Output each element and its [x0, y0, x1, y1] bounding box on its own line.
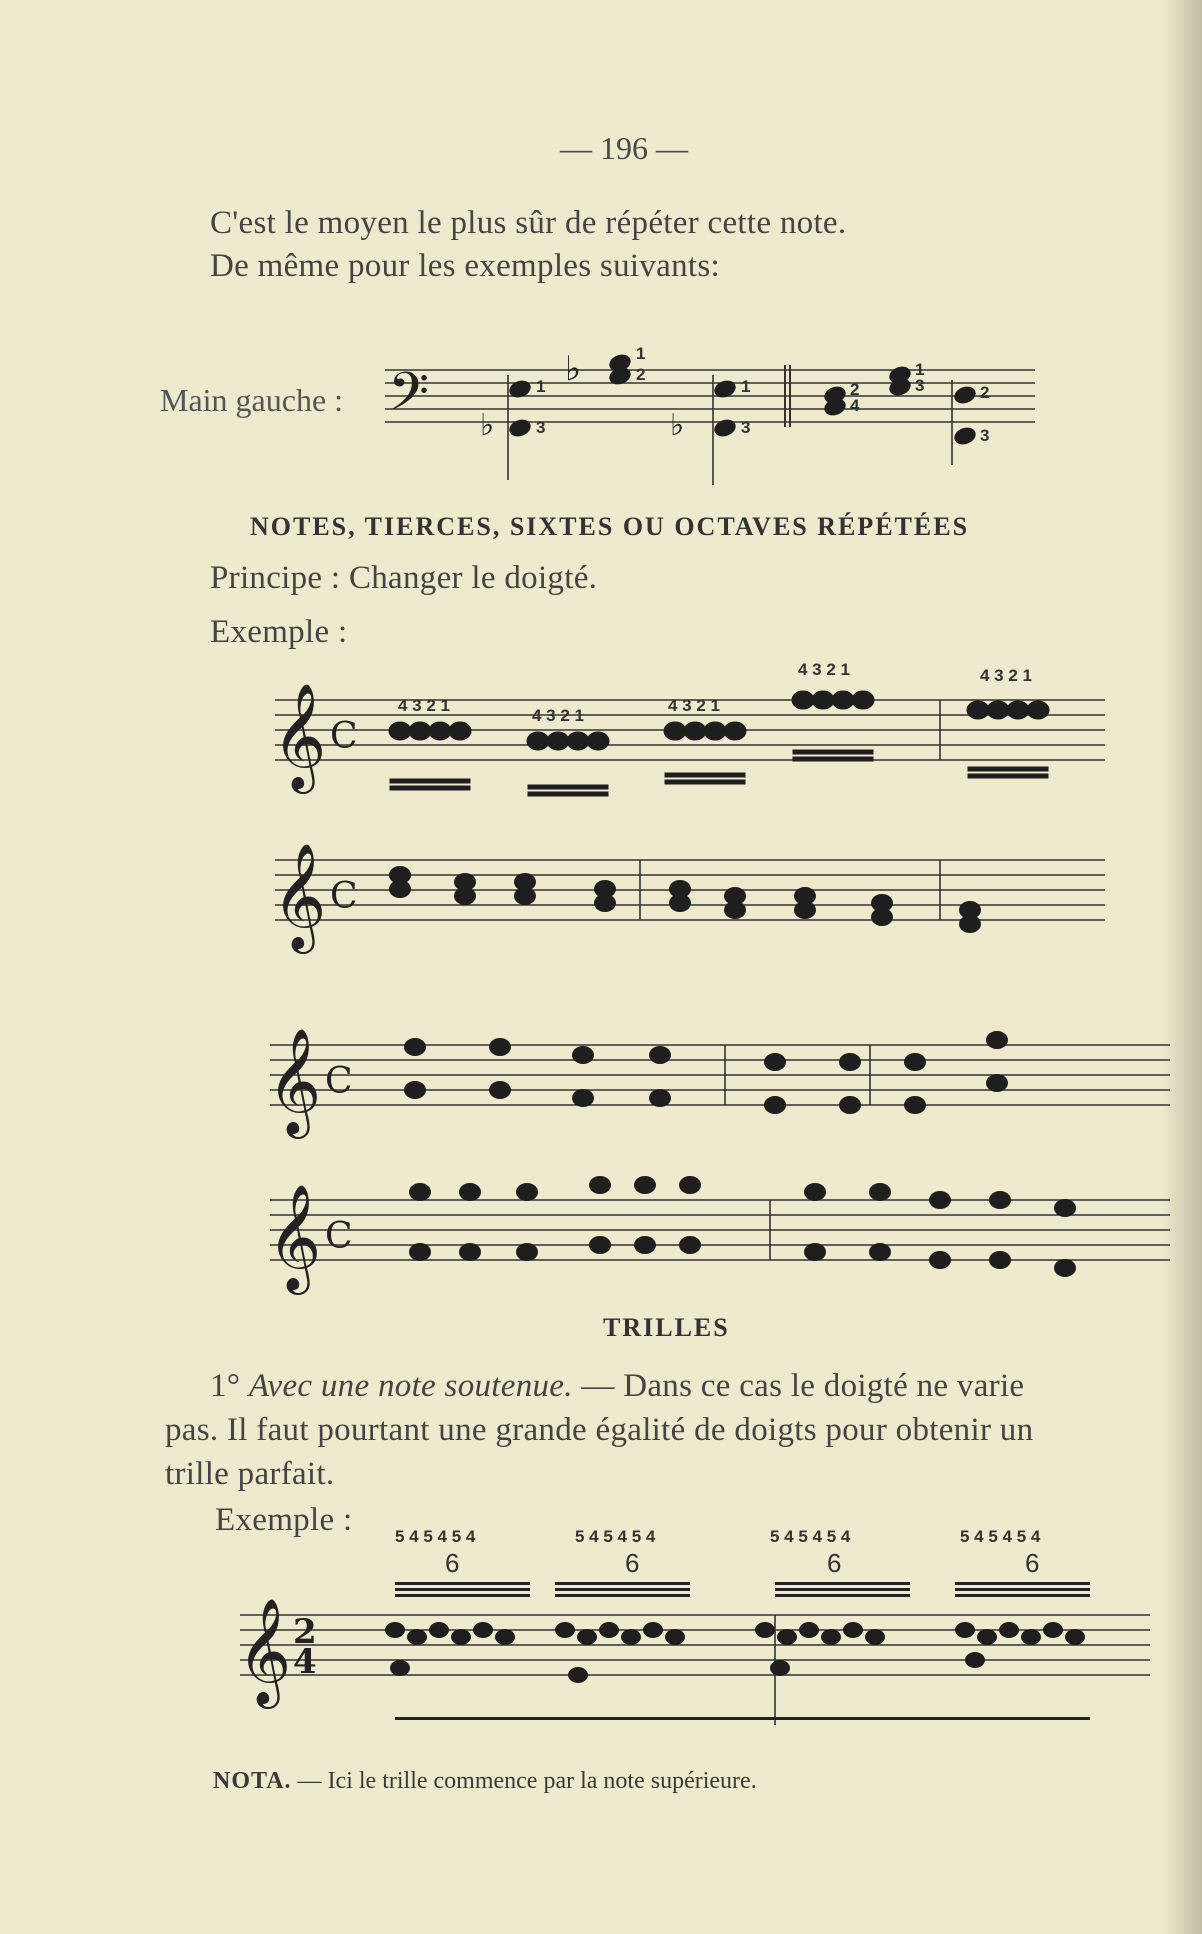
- fingering: 4 3 2 1: [980, 666, 1032, 685]
- fingering: 1: [915, 360, 925, 379]
- flat-icon: ♭: [670, 408, 685, 443]
- trills-paragraph-line-2: pas. Il faut pourtant une grande égalité de doigts pour obtenir un: [165, 1412, 1034, 1448]
- octaves-staff-1: [265, 1000, 1175, 1134]
- octaves-staff-2: [265, 1160, 1175, 1300]
- time-signature-top: 2: [293, 1612, 317, 1652]
- fingering: 2: [636, 365, 646, 384]
- trills-number: 1°: [210, 1368, 241, 1404]
- fingering: 3: [980, 426, 990, 445]
- fingering: 4 3 2 1: [398, 696, 450, 715]
- flat-icon: ♭: [565, 349, 582, 389]
- trill-fingering: 5 4 5 4 5 4: [770, 1527, 851, 1546]
- principle-line: Principe : Changer le doigté.: [210, 560, 598, 596]
- note-group-1: [389, 722, 471, 790]
- tuplet-number: 6: [1025, 1548, 1040, 1578]
- example-label: Exemple :: [210, 614, 348, 650]
- intro-line-1: C'est le moyen le plus sûr de répéter cette note.: [210, 205, 847, 241]
- left-hand-label: Main gauche :: [160, 382, 344, 418]
- common-time-icon: C: [325, 1216, 353, 1257]
- trill-fingering: 5 4 5 4 5 4: [395, 1527, 476, 1546]
- intro-line-2: De même pour les exemples suivants:: [210, 248, 720, 284]
- note-group-3: [664, 722, 746, 784]
- treble-clef-icon: 𝄞: [267, 1027, 322, 1134]
- fingering: 4 3 2 1: [668, 696, 720, 715]
- fingering: 4 3 2 1: [532, 706, 584, 725]
- bass-clef-icon: 𝄢: [388, 362, 430, 436]
- tuplet-number: 6: [445, 1548, 460, 1578]
- fingering: 4: [850, 396, 860, 415]
- trills-italic-title: Avec une note soutenue.: [248, 1368, 573, 1404]
- fingering: 3: [536, 418, 546, 437]
- fingering: 2: [850, 380, 860, 399]
- page-number: — 196 —: [560, 130, 688, 166]
- time-signature-bottom: 4: [293, 1642, 317, 1682]
- fingering: 3: [915, 376, 925, 395]
- fingering: 3: [741, 418, 751, 437]
- example-label-2: Exemple :: [215, 1502, 353, 1538]
- trill-fingering: 5 4 5 4 5 4: [960, 1527, 1041, 1546]
- common-time-icon: C: [325, 1061, 353, 1102]
- left-hand-staff: [380, 335, 1040, 485]
- treble-clef-icon: 𝄞: [267, 1183, 322, 1290]
- thirds-staff: [270, 835, 1110, 965]
- fingering: 4 3 2 1: [798, 660, 850, 679]
- common-time-icon: C: [330, 876, 358, 917]
- treble-clef-icon: 𝄞: [272, 682, 327, 789]
- treble-clef-icon: 𝄞: [272, 842, 327, 949]
- tuplet-number: 6: [625, 1548, 640, 1578]
- page-edge-shadow: [1162, 0, 1202, 1934]
- nota-label: NOTA.: [213, 1768, 292, 1794]
- trills-paragraph-line-3: trille parfait.: [165, 1456, 335, 1492]
- flat-icon: ♭: [480, 408, 495, 443]
- repeated-notes-staff: [270, 655, 1110, 795]
- trills-line-1-rest: — Dans ce cas le doigté ne varie: [572, 1368, 1025, 1404]
- fingering: 1: [536, 377, 546, 396]
- fingering: 1: [741, 377, 751, 396]
- note-group-4: [792, 691, 874, 761]
- common-time-icon: C: [330, 716, 358, 757]
- tuplet-number: 6: [827, 1548, 842, 1578]
- treble-clef-icon: 𝄞: [237, 1597, 292, 1704]
- note-group-2: [527, 732, 609, 796]
- trill-staff: [235, 1520, 1155, 1730]
- trills-paragraph-line-1: [210, 1368, 1024, 1405]
- nota-line: [213, 1768, 757, 1795]
- trill-fingering: 5 4 5 4 5 4: [575, 1527, 656, 1546]
- fingering: 1: [636, 344, 646, 363]
- note-group-5: [967, 701, 1049, 778]
- section-heading: NOTES, TIERCES, SIXTES OU OCTAVES RÉPÉTÉES: [250, 512, 970, 541]
- nota-text: — Ici le trille commence par la note supérieure.: [291, 1768, 757, 1794]
- fingering: 2: [980, 383, 990, 402]
- trills-heading: TRILLES: [603, 1313, 730, 1342]
